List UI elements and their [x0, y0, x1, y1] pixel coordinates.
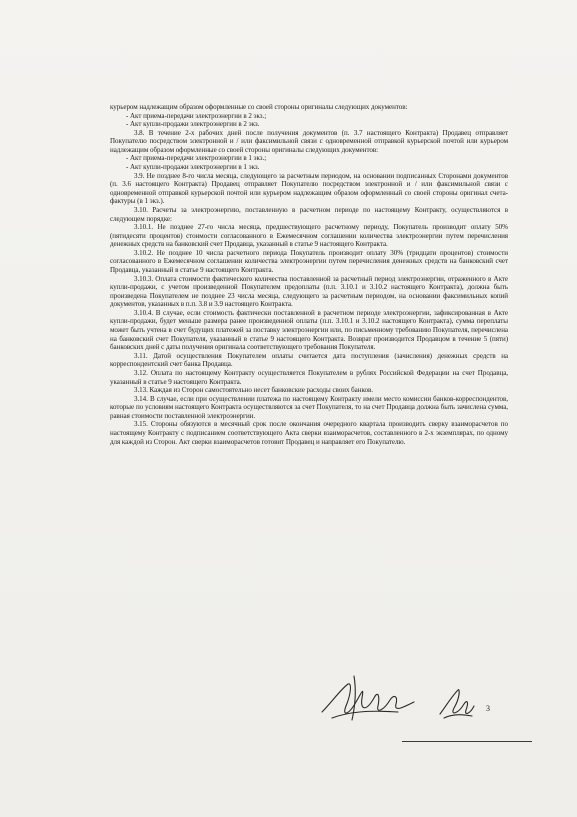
paragraph: 3.10. Расчеты за электроэнергию, поставленную в расчетном периоде по настоящему Контракту, осуществляются в следующем порядке: [110, 205, 508, 223]
signature-line [402, 741, 532, 742]
paragraph: - Акт купли-продажи электроэнергии в 2 экз. [126, 120, 260, 129]
paragraph: 3.10.4. В случае, если стоимость фактически поставленной в расчетном периоде электроэнергии, зафиксированная в Акте купли-продажи, будет меньше размера ранее произведенной оплаты (п.п. 3.10.1 и 3.10.2 настоящего Контракта), сумма переплаты может быть учтена в счет будущих платежей за поставку электроэнергии или, по письменному требованию Покупателя, перечислена на банковский счет Покупателя, указанный в статье 9 настоящего Контракта. Возврат производится Продавцом в течение 5 (пяти) банковских дней с даты получения оригинала соответствующего требования Покупателя. [110, 308, 508, 352]
signature-seller [318, 672, 418, 732]
paragraph: курьером надлежащим образом оформленные со своей стороны оригиналы следующих документов: [110, 103, 408, 111]
paragraph: 3.10.1. Не позднее 27-го числа месяца, предшествующего расчетному периоду, Покупатель производит оплату 50% (пятидесяти процентов) стоимости согласованного в Ежемесячном соглашении количества электроэнергии путем перечисления денежных средств на банковский счет Продавца, указанный в статье 9 настоящего Контракта. [110, 223, 508, 249]
paragraph: - Акт купли-продажи электроэнергии в 1 экз. [126, 163, 260, 172]
paragraph: 3.13. Каждая из Сторон самостоятельно несет банковские расходы своих банков. [134, 386, 373, 395]
document-body [110, 103, 508, 446]
paragraph: 3.14. В случае, если при осуществлении платежа по настоящему Контракту имели место комиссии банков-корреспондентов, которые по условиям настоящего Контракта осуществляются за счет Покупателя, то на счет Продавца должна быть зачислена сумма, равная стоимости поставленной электроэнергии. [110, 394, 508, 420]
paragraph: 3.10.2. Не позднее 10 числа расчетного периода Покупатель производит оплату 30% (тридцати процентов) стоимости согласованного в Ежемесячном соглашении количества электроэнергии путем перечисления денежных средств на банковский счет Продавца, указанный в статье 9 настоящего Контракта. [110, 248, 508, 274]
paragraph: 3.15. Стороны обязуются в месячный срок после окончания очередного квартала производить сверку взаиморасчетов по настоящему Контракту с подписанием соответствующего Акта сверки взаиморасчетов, составленного в 2-х экземплярах, по одному для каждой из Сторон. Акт сверки взаиморасчетов готовит Продавец и направляет его Покупателю. [110, 420, 508, 446]
signature-buyer [436, 684, 476, 722]
paragraph: 3.12. Оплата по настоящему Контракту осуществляется Покупателем в рублях Российской Федерации на счет Продавца, указанный в статье 9 настоящего Контракта. [110, 368, 508, 386]
paragraph: 3.9. Не позднее 8-го числа месяца, следующего за расчетным периодом, на основании подписанных Сторонами документов (п. 3.6 настоящего Контракта) Продавец отправляет Покупателю посредством электронной и / или факсимильной связи с одновременной отправкой курьерской почтой или курьером надлежащим образом оформленный со своей стороны оригинал счета-фактуры (в 1 экз.). [110, 171, 508, 206]
paragraph: 3.11. Датой осуществления Покупателем оплаты считается дата поступления (зачисления) денежных средств на корреспондентский счет банка Продавца. [110, 351, 508, 369]
paragraph: 3.8. В течение 2-х рабочих дней после получения документов (п. 3.7 настоящего Контракта) Продавец отправляет Покупателю посредством электронной и / или факсимильной связи с одновременной отправкой курьерской почтой или курьером надлежащим образом оформленные со своей стороны оригиналы следующих документов: [110, 128, 508, 154]
paragraph: 3.10.3. Оплата стоимости фактического количества поставленной за расчетный период электроэнергии, отраженного в Акте купли-продажи, с учетом произведенной Покупателем предоплаты (п.п. 3.10.1 и 3.10.2 настоящего Контракта), должна быть произведена Покупателем не позднее 23 числа месяца, следующего за расчетным периодом, на основании факсимильных копий документов, указанных в п.п. 3.8 и 3.9 настоящего Контракта. [110, 274, 508, 309]
page-number: 3 [486, 704, 490, 713]
paragraph: - Акт приема-передачи электроэнергии в 1 экз.; [126, 154, 267, 163]
paragraph: - Акт приема-передачи электроэнергии в 2 экз.; [126, 111, 267, 120]
